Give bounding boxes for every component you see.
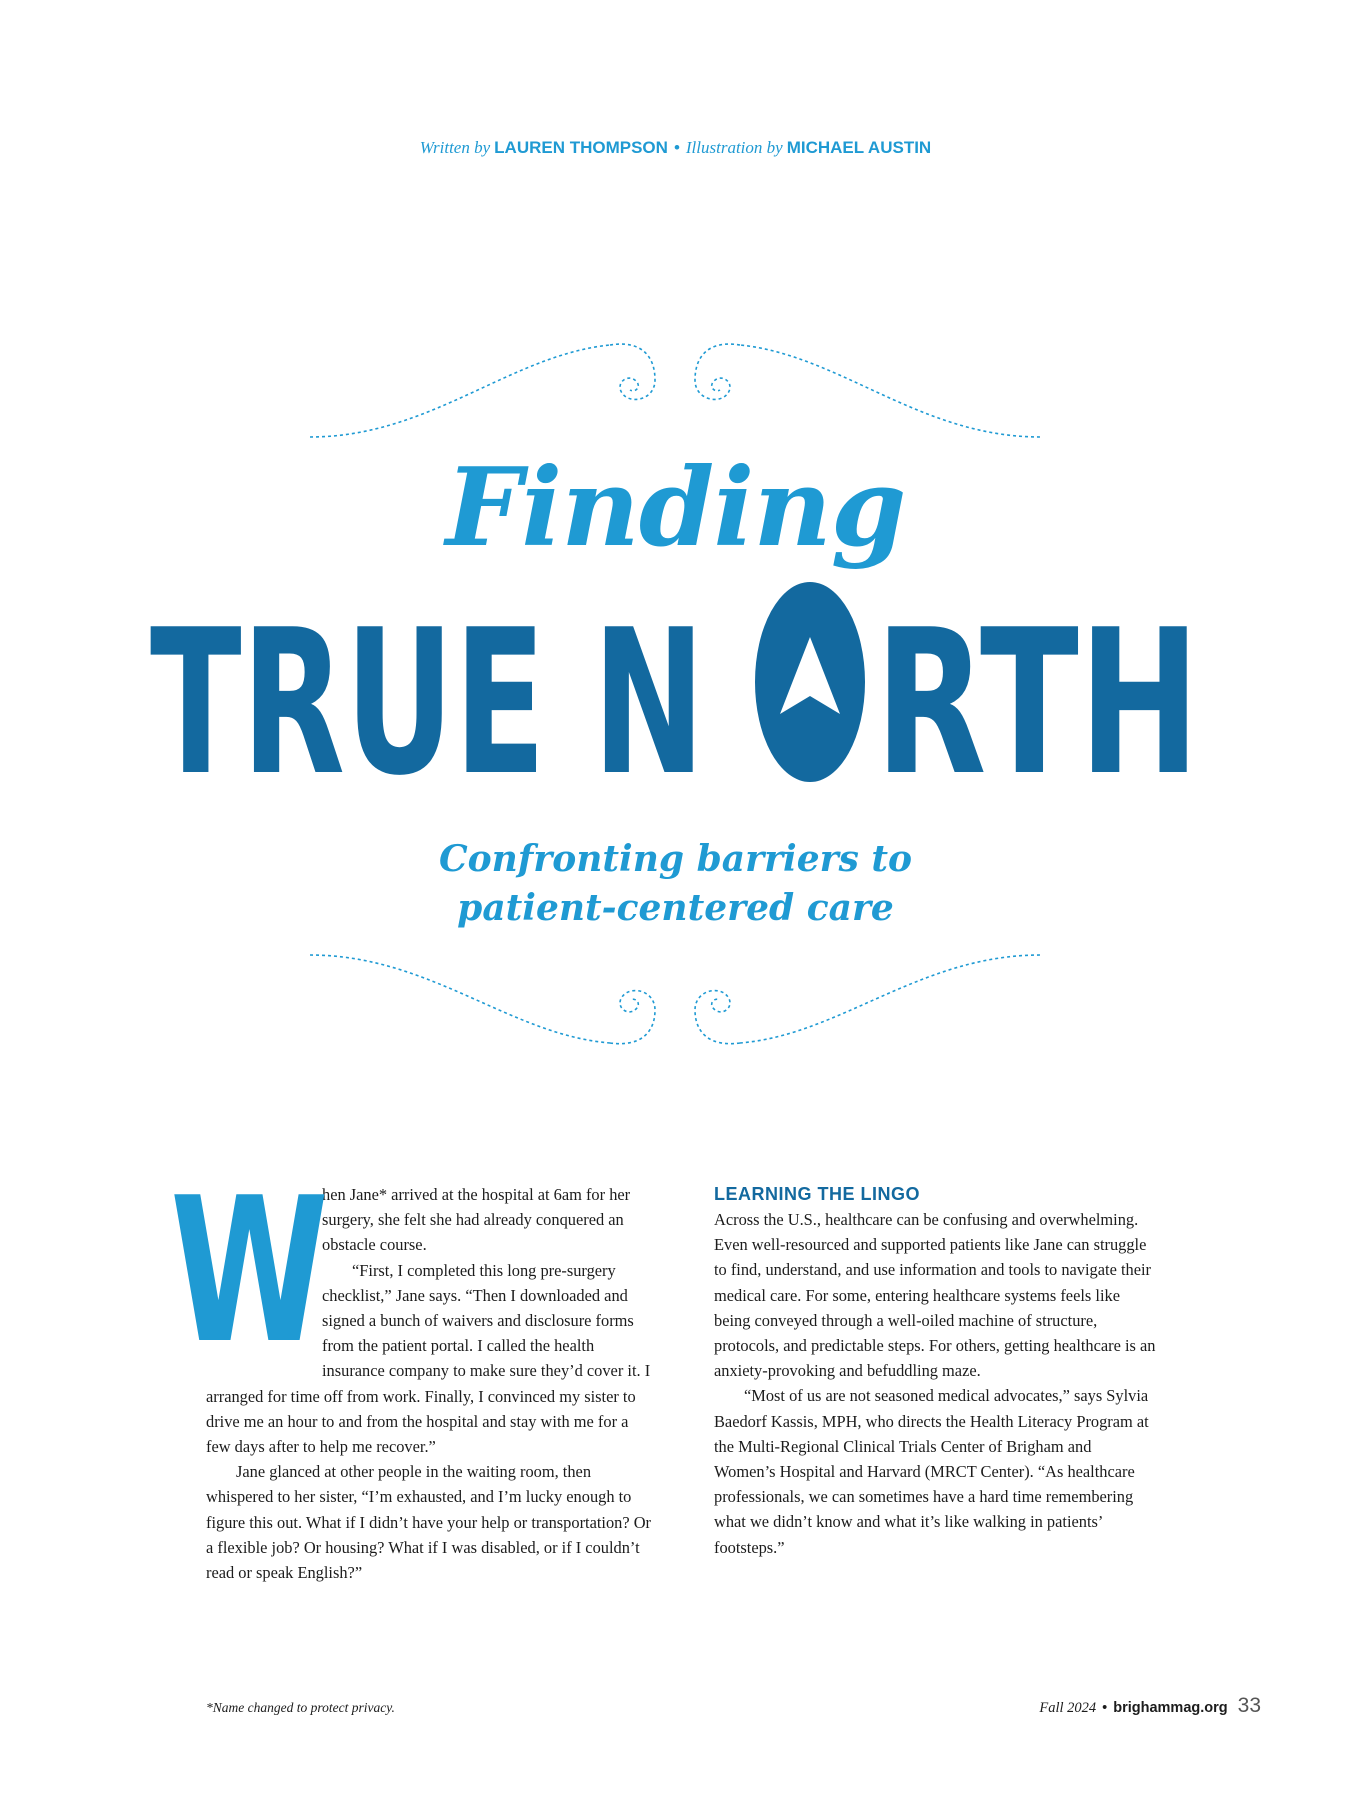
title-main-part2: RTH [875,587,1200,820]
bottom-ornament-icon [310,955,1040,1045]
page-footer [1039,1694,1261,1718]
written-by-label: Written by [419,138,491,157]
website-link[interactable]: brighammag.org [1113,1700,1228,1716]
subtitle-line-2: patient-centered care [457,887,894,929]
issue-label: Fall 2024 [1039,1700,1097,1716]
byline [0,138,1351,158]
footnote: *Name changed to protect privacy. [206,1700,395,1715]
subtitle-line-1: Confronting barriers to [438,838,913,880]
section-heading: LEARNING THE LINGO [714,1184,920,1204]
author-name: LAUREN THOMPSON [494,138,668,157]
article-paragraph: hen Jane* arrived at the hospital at 6am for her surgery, she felt she had already conquered an obstacle course. [322,1185,631,1255]
article-left-column [170,1155,652,1585]
footer-separator: • [1102,1700,1108,1716]
title-main-part1: TRUE N [150,587,705,820]
title-main [150,582,1200,820]
byline-separator: • [673,138,680,157]
article-paragraph: Across the U.S., healthcare can be confusing and overwhelming. Even well-resourced and supported patients like Jane can struggle to find, understand, and use information and tools to navigate their medical care. For some, entering healthcare systems feels like being conveyed through a well-oiled machine of structure, protocols, and predictable steps. For others, getting healthcare is an anxiety-provoking and befuddling maze. [714,1210,1156,1381]
article-paragraph: Jane glanced at other people in the waiting room, then whispered to her sister, “I’m exhausted, and I’m lucky enough to figure this out. What if I didn’t have your help or transportation? Or a flexible job? Or housing? What if I was disabled, or if I couldn’t read or speak English?” [206,1462,652,1583]
illustration-by-label: Illustration by [685,138,783,157]
north-arrow-icon [755,582,865,782]
page-number: 33 [1237,1694,1261,1717]
top-ornament-icon [310,335,1040,425]
article-paragraph: “Most of us are not seasoned medical advocates,” says Sylvia Baedorf Kassis, MPH, who directs the Health Literacy Program at the Multi-Regional Clinical Trials Center of Brigham and Women’s Hospital and Harvard (MRCT Center). “As healthcare professionals, we can sometimes have a hard time remembering what we didn’t know and what it’s like walking in patients’ footsteps.” [714,1386,1149,1557]
illustrator-name: MICHAEL AUSTIN [786,138,932,157]
title-kicker: Finding [445,445,906,571]
subtitle [0,835,1351,933]
dropcap: W [170,1155,329,1388]
article-right-column [714,1182,1156,1560]
article-paragraph: “First, I completed this long pre-surgery checklist,” Jane says. “Then I downloaded and signed a bunch of waivers and disclosure forms from the patient portal. I called the health insurance company to make sure they’d cover it. I arranged for time off from work. Finally, I convinced my sister to drive me an hour to and from the hospital and stay with me for a few days after to help me recover.” [206,1260,651,1457]
